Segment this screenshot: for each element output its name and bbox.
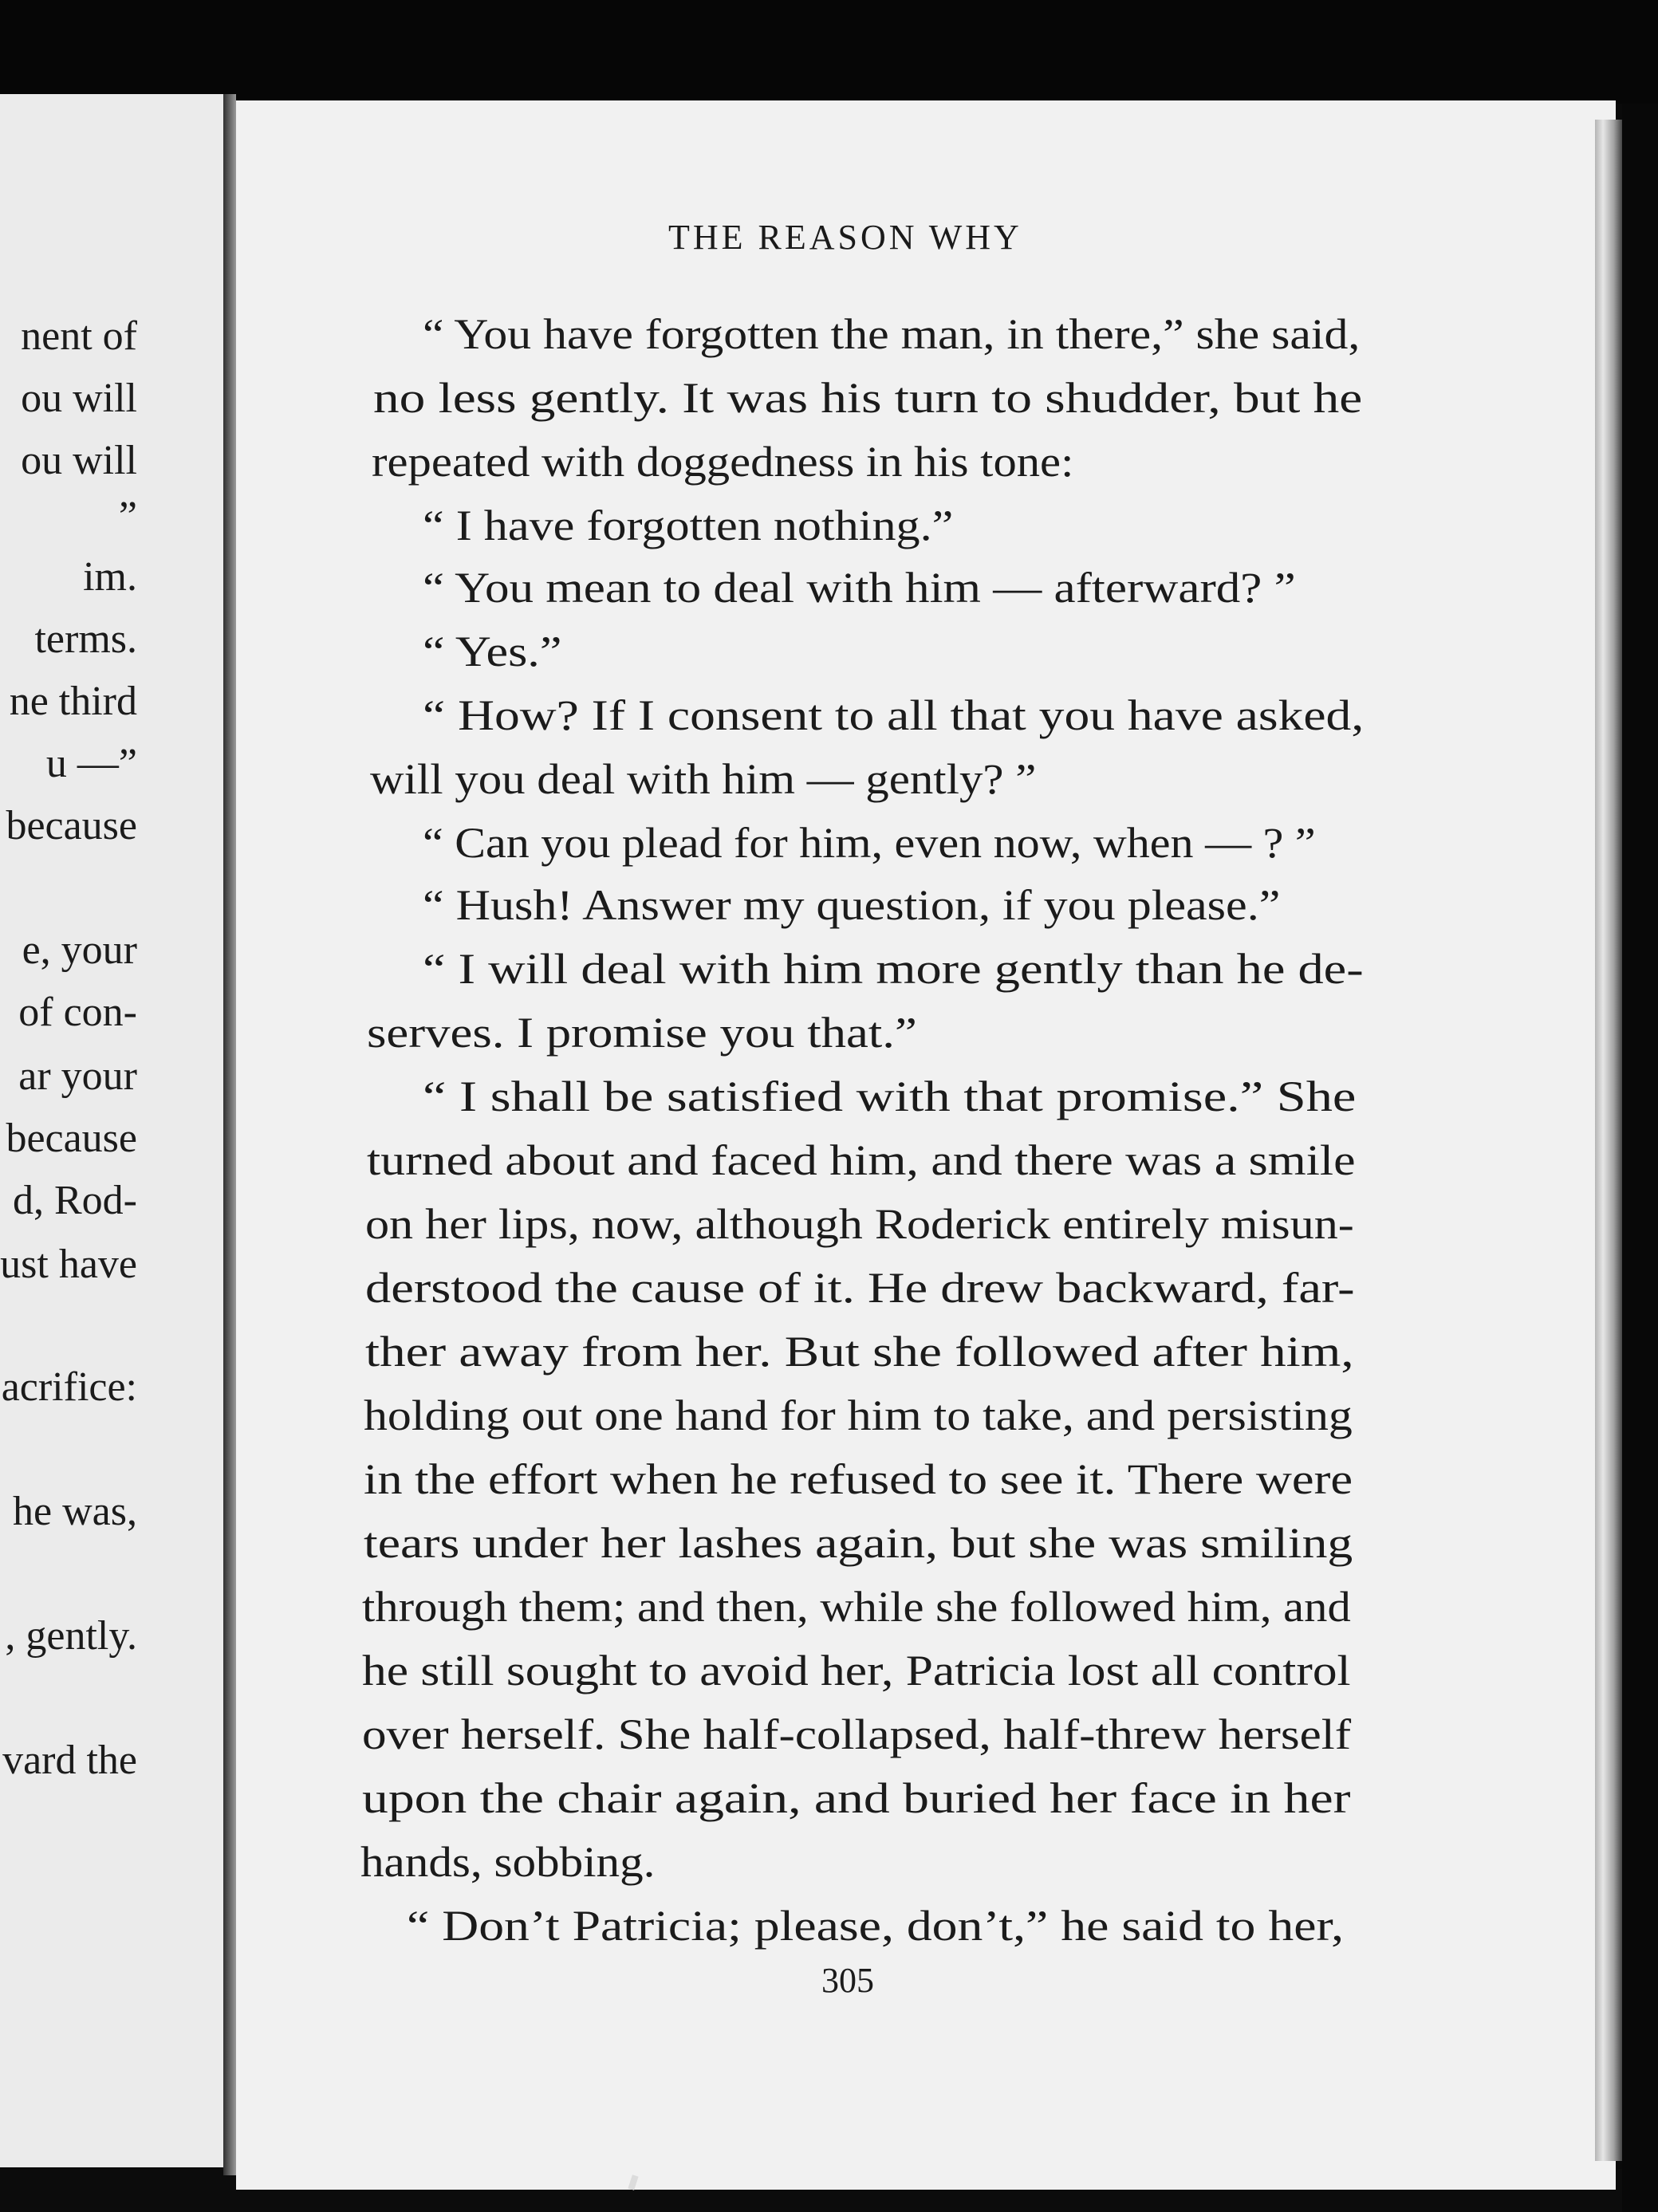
running-head: THE REASON WHY: [668, 218, 1022, 257]
text-line-7: “ How? If I consent to all that you have asked,: [423, 691, 1365, 739]
scan-right-border: [1622, 104, 1658, 2212]
book-gutter: [223, 94, 236, 2175]
left-fragment-18: , gently.: [5, 1613, 137, 1659]
left-fragment-14: d, Rod-: [13, 1178, 137, 1223]
text-line-19: in the effort when he refused to see it. There were: [364, 1455, 1353, 1503]
left-fragment-9: because: [6, 803, 137, 848]
text-line-11: “ I will deal with him more gently than he de-: [423, 945, 1364, 993]
left-fragment-12: ar your: [18, 1053, 137, 1099]
text-line-17: ther away from her. But she followed after him,: [365, 1328, 1354, 1376]
text-line-3: repeated with doggedness in his tone:: [372, 438, 1074, 486]
text-line-18: holding out one hand for him to take, and persisting: [364, 1391, 1353, 1439]
text-line-4: “ I have forgotten nothing.”: [423, 502, 954, 549]
left-fragment-7: ne third: [9, 679, 137, 724]
left-fragment-5: im.: [83, 554, 137, 600]
text-line-25: hands, sobbing.: [360, 1838, 656, 1886]
text-line-10: “ Hush! Answer my question, if you please.”: [423, 881, 1281, 929]
text-line-14: turned about and faced him, and there was a smile: [367, 1136, 1356, 1184]
text-line-5: “ You mean to deal with him — afterward? ”: [423, 564, 1296, 612]
left-page: [0, 94, 223, 2167]
left-fragment-17: he was,: [13, 1489, 137, 1534]
text-line-1: “ You have forgotten the man, in there,” she said,: [423, 310, 1361, 358]
text-line-2: no less gently. It was his turn to shudder, but he: [373, 374, 1363, 422]
text-line-8: will you deal with him — gently? ”: [370, 755, 1037, 803]
text-line-24: upon the chair again, and buried her face in her: [362, 1774, 1351, 1822]
text-line-15: on her lips, now, although Roderick entirely misun-: [365, 1200, 1354, 1248]
scan-top-border: [0, 0, 1658, 104]
text-line-12: serves. I promise you that.”: [367, 1009, 917, 1057]
page-edge: [1595, 120, 1622, 2161]
text-line-6: “ Yes.”: [423, 628, 562, 675]
text-line-22: he still sought to avoid her, Patricia lost all control: [362, 1647, 1351, 1694]
page-number: 305: [821, 1961, 874, 2000]
text-line-21: through them; and then, while she followed him, and: [362, 1583, 1351, 1631]
left-fragment-11: of con-: [18, 990, 137, 1035]
text-line-23: over herself. She half-collapsed, half-threw herself: [362, 1710, 1352, 1758]
left-fragment-15: ust have: [0, 1242, 137, 1287]
left-fragment-3: ou will: [21, 438, 137, 483]
text-line-26: “ Don’t Patricia; please, don’t,” he said to her,: [407, 1902, 1345, 1950]
left-fragment-10: e, your: [22, 927, 137, 973]
text-line-9: “ Can you plead for him, even now, when — ? ”: [423, 819, 1316, 867]
text-line-13: “ I shall be satisfied with that promise.” She: [423, 1073, 1357, 1120]
left-fragment-6: terms.: [34, 616, 137, 662]
left-fragment-16: acrifice:: [1, 1364, 137, 1410]
left-fragment-4: ”: [118, 494, 137, 539]
text-line-20: tears under her lashes again, but she was smiling: [364, 1519, 1353, 1567]
left-fragment-1: nent of: [21, 313, 137, 359]
left-fragment-2: ou will: [21, 376, 137, 421]
left-fragment-19: vard the: [2, 1738, 137, 1783]
text-line-16: derstood the cause of it. He drew backward, far-: [365, 1264, 1355, 1312]
left-fragment-13: because: [6, 1116, 137, 1161]
left-fragment-8: u —”: [45, 741, 137, 786]
